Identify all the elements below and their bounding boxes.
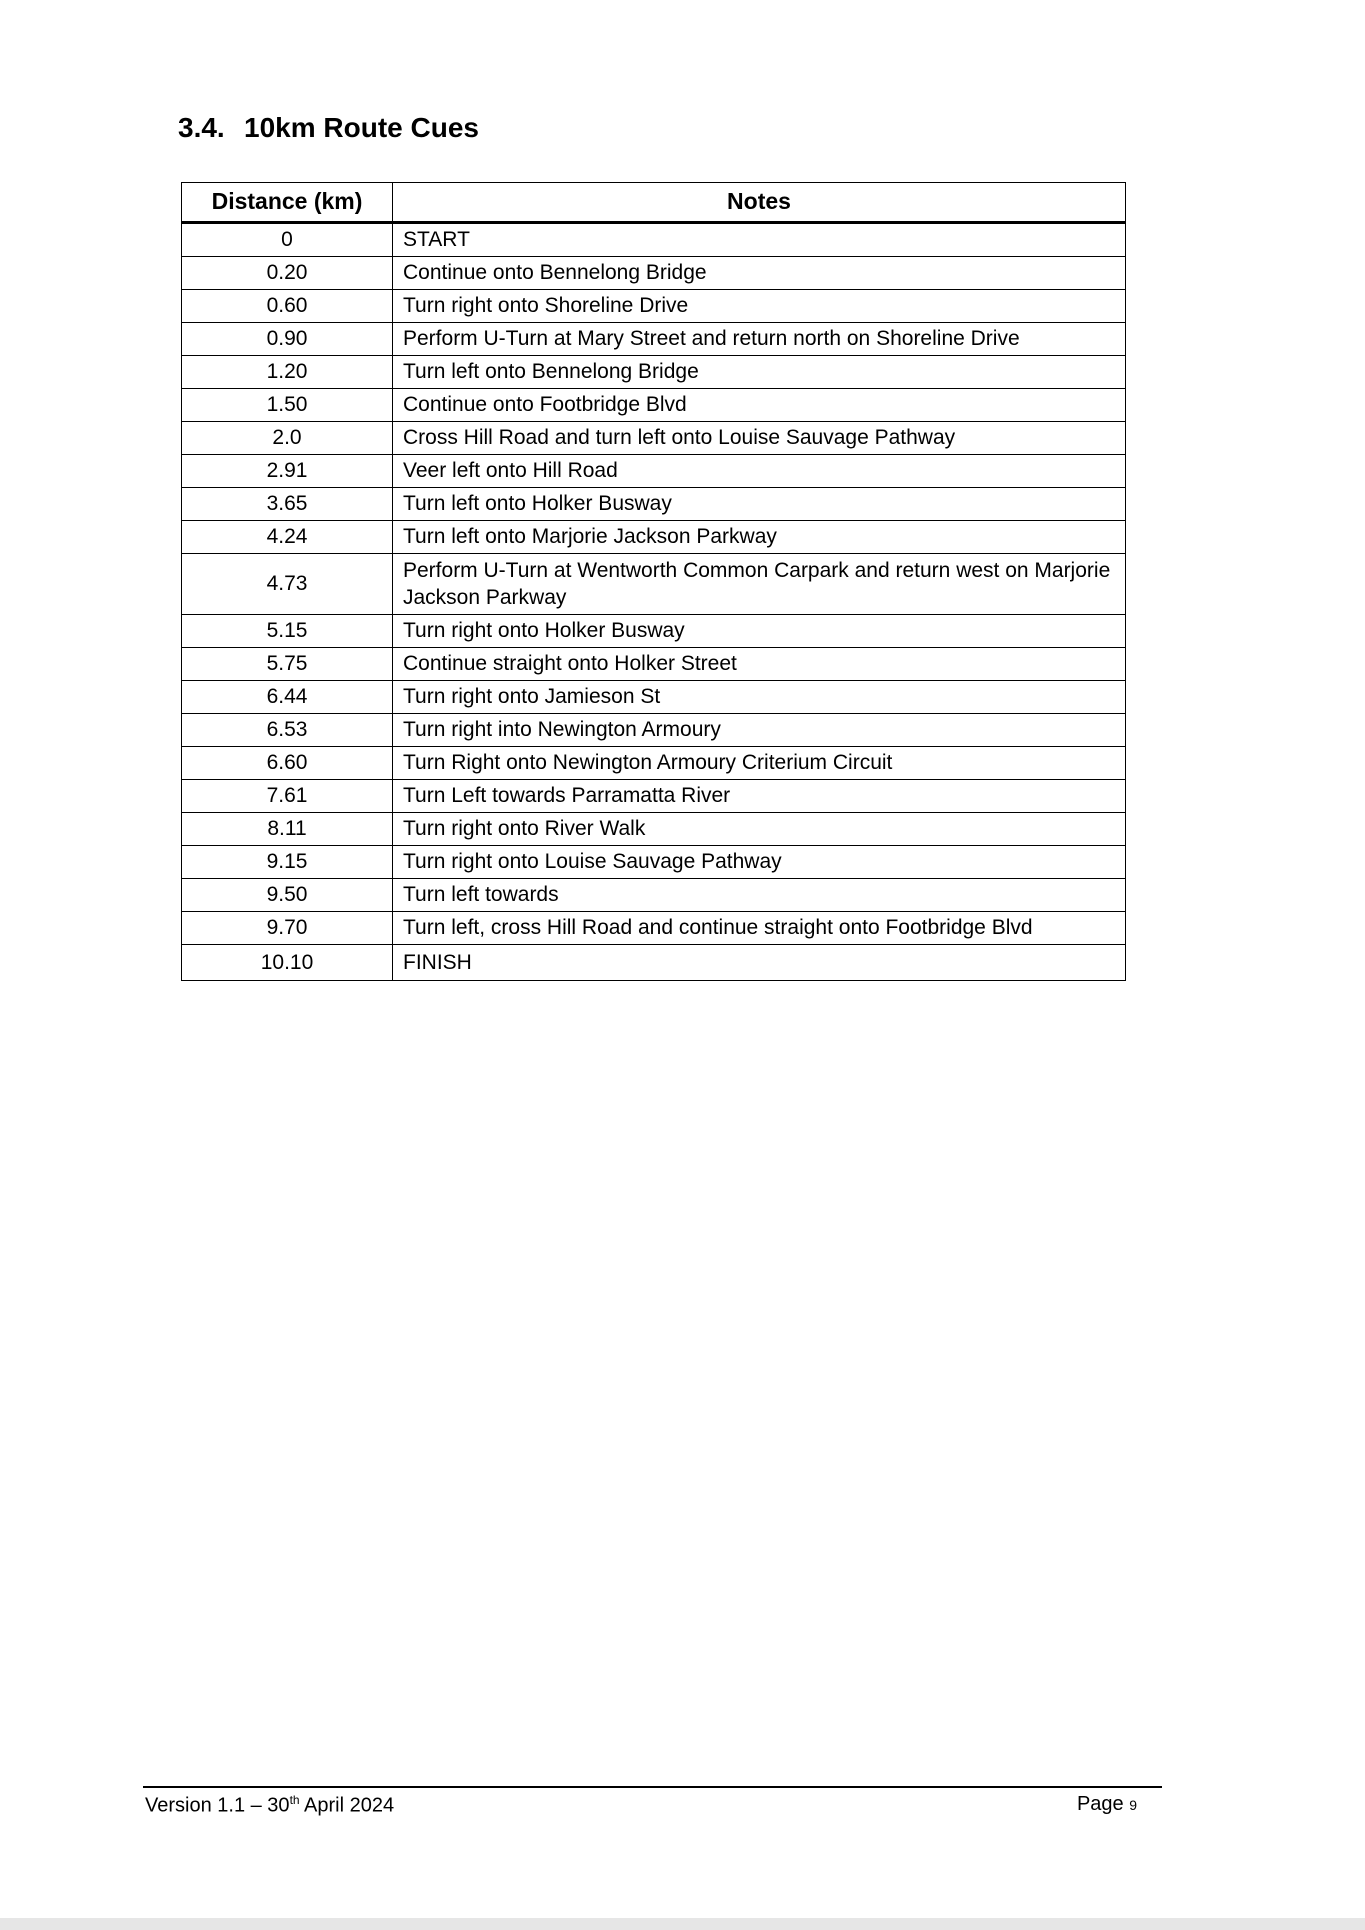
note-cell: Perform U-Turn at Mary Street and return north on Shoreline Drive xyxy=(393,323,1126,356)
note-cell: Turn right into Newington Armoury xyxy=(393,714,1126,747)
footer-divider xyxy=(143,1786,1162,1788)
distance-cell: 10.10 xyxy=(182,945,393,981)
distance-cell: 6.44 xyxy=(182,681,393,714)
distance-cell: 2.91 xyxy=(182,455,393,488)
note-cell: Turn left onto Bennelong Bridge xyxy=(393,356,1126,389)
table-row xyxy=(182,290,1126,323)
distance-cell: 4.73 xyxy=(182,554,393,615)
table-row xyxy=(182,912,1126,945)
note-cell: Turn left onto Holker Busway xyxy=(393,488,1126,521)
table-row xyxy=(182,223,1126,257)
distance-cell: 6.53 xyxy=(182,714,393,747)
table-row xyxy=(182,488,1126,521)
version-text: Version 1.1 – 30 xyxy=(145,1794,290,1817)
table-row xyxy=(182,521,1126,554)
table-row xyxy=(182,323,1126,356)
page-label: Page xyxy=(1076,1793,1130,1815)
note-cell: Veer left onto Hill Road xyxy=(393,455,1126,488)
table-row xyxy=(182,879,1126,912)
table-row xyxy=(182,747,1126,780)
page-bottom-edge xyxy=(0,1918,1365,1930)
table-row xyxy=(182,945,1126,981)
note-cell: Turn left towards xyxy=(393,879,1126,912)
distance-cell: 0.20 xyxy=(182,257,393,290)
table-row xyxy=(182,422,1126,455)
table-row xyxy=(182,554,1126,615)
version-date-suffix: th xyxy=(289,1793,300,1807)
distance-cell: 1.20 xyxy=(182,356,393,389)
note-cell: Continue onto Bennelong Bridge xyxy=(393,257,1126,290)
table-row xyxy=(182,389,1126,422)
section-number: 3.4. xyxy=(178,112,225,143)
table-row xyxy=(182,615,1126,648)
table-row xyxy=(182,455,1126,488)
distance-cell: 5.75 xyxy=(182,648,393,681)
footer-page xyxy=(1077,1793,1137,1816)
version-date-rest: April 2024 xyxy=(299,1794,395,1817)
note-cell: Turn right onto River Walk xyxy=(393,813,1126,846)
distance-cell: 3.65 xyxy=(182,488,393,521)
table-row xyxy=(182,846,1126,879)
note-cell: Cross Hill Road and turn left onto Louise Sauvage Pathway xyxy=(393,422,1126,455)
distance-cell: 8.11 xyxy=(182,813,393,846)
note-cell: START xyxy=(393,223,1126,257)
distance-cell: 5.15 xyxy=(182,615,393,648)
notes-column-header: Notes xyxy=(393,183,1126,223)
table-row xyxy=(182,257,1126,290)
note-cell: Turn Right onto Newington Armoury Criterium Circuit xyxy=(393,747,1126,780)
note-cell: Turn right onto Holker Busway xyxy=(393,615,1126,648)
note-cell: Continue onto Footbridge Blvd xyxy=(393,389,1126,422)
table-row xyxy=(182,780,1126,813)
distance-cell: 9.15 xyxy=(182,846,393,879)
distance-cell: 4.24 xyxy=(182,521,393,554)
table-row xyxy=(182,356,1126,389)
note-cell: Turn left onto Marjorie Jackson Parkway xyxy=(393,521,1126,554)
note-cell: Perform U-Turn at Wentworth Common Carpark and return west on Marjorie Jackson Parkway xyxy=(393,554,1126,615)
note-cell: Turn left, cross Hill Road and continue straight onto Footbridge Blvd xyxy=(393,912,1126,945)
note-cell: Turn right onto Louise Sauvage Pathway xyxy=(393,846,1126,879)
note-cell: Turn Left towards Parramatta River xyxy=(393,780,1126,813)
distance-column-header: Distance (km) xyxy=(182,183,393,223)
page-number: 9 xyxy=(1129,1797,1137,1813)
note-cell: Turn right onto Shoreline Drive xyxy=(393,290,1126,323)
route-cues-table xyxy=(181,182,1126,981)
table-row xyxy=(182,681,1126,714)
footer-version xyxy=(145,1793,394,1818)
distance-cell: 0 xyxy=(182,223,393,257)
section-heading xyxy=(178,112,479,144)
table-row xyxy=(182,714,1126,747)
distance-cell: 0.60 xyxy=(182,290,393,323)
table-row xyxy=(182,648,1126,681)
distance-cell: 6.60 xyxy=(182,747,393,780)
distance-cell: 9.70 xyxy=(182,912,393,945)
table-row xyxy=(182,813,1126,846)
section-title: 10km Route Cues xyxy=(244,112,479,143)
distance-cell: 0.90 xyxy=(182,323,393,356)
distance-cell: 9.50 xyxy=(182,879,393,912)
table-header-row xyxy=(182,183,1126,223)
distance-cell: 7.61 xyxy=(182,780,393,813)
note-cell: Continue straight onto Holker Street xyxy=(393,648,1126,681)
distance-cell: 2.0 xyxy=(182,422,393,455)
note-cell: FINISH xyxy=(393,945,1126,981)
distance-cell: 1.50 xyxy=(182,389,393,422)
note-cell: Turn right onto Jamieson St xyxy=(393,681,1126,714)
